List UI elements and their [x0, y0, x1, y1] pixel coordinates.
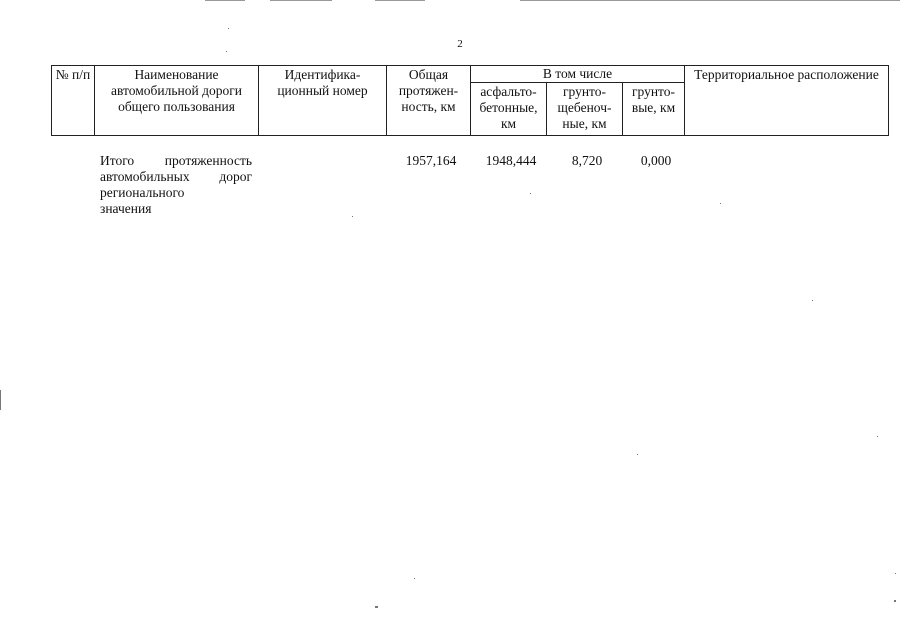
header-gravel-label: грунто-щебеноч-ные, км — [557, 84, 612, 131]
header-number-label: № п/п — [55, 67, 91, 82]
header-dirt-label: грунто-вые, км — [631, 84, 676, 115]
header-asphalt-label: асфальто-бетонные, км — [479, 84, 538, 131]
total-row — [0, 153, 910, 233]
header-group-including-label: В том числе — [542, 66, 613, 81]
total-length-value: 1957,164 — [405, 153, 457, 168]
total-label-line: регионального — [100, 185, 185, 200]
total-label-line: значения — [100, 201, 152, 216]
roads-table-header — [51, 65, 889, 136]
header-total-length — [387, 66, 471, 136]
total-label-line: автомобильных дорог — [100, 169, 252, 184]
header-identifier — [259, 66, 387, 136]
header-number — [52, 66, 95, 136]
page-number: 2 — [457, 38, 463, 50]
header-dirt — [623, 83, 685, 136]
header-asphalt — [471, 83, 547, 136]
header-gravel — [547, 83, 623, 136]
header-group-including — [471, 66, 685, 83]
header-location-label: Территориальное расположение — [694, 67, 879, 82]
header-total-length-label: Общая протяжен-ность, км — [398, 67, 459, 114]
dirt-length-value: 0,000 — [640, 153, 672, 168]
asphalt-length-value: 1948,444 — [485, 153, 537, 168]
header-identifier-label: Идентифика-ционный номер — [277, 67, 368, 98]
gravel-length-value: 8,720 — [571, 153, 603, 168]
header-location — [685, 66, 889, 136]
header-road-name-label: Наименование автомобильной дороги общего пользования — [111, 67, 242, 114]
total-label-line: Итого протяженность — [100, 153, 252, 168]
total-row-label — [100, 153, 252, 217]
header-road-name — [95, 66, 259, 136]
